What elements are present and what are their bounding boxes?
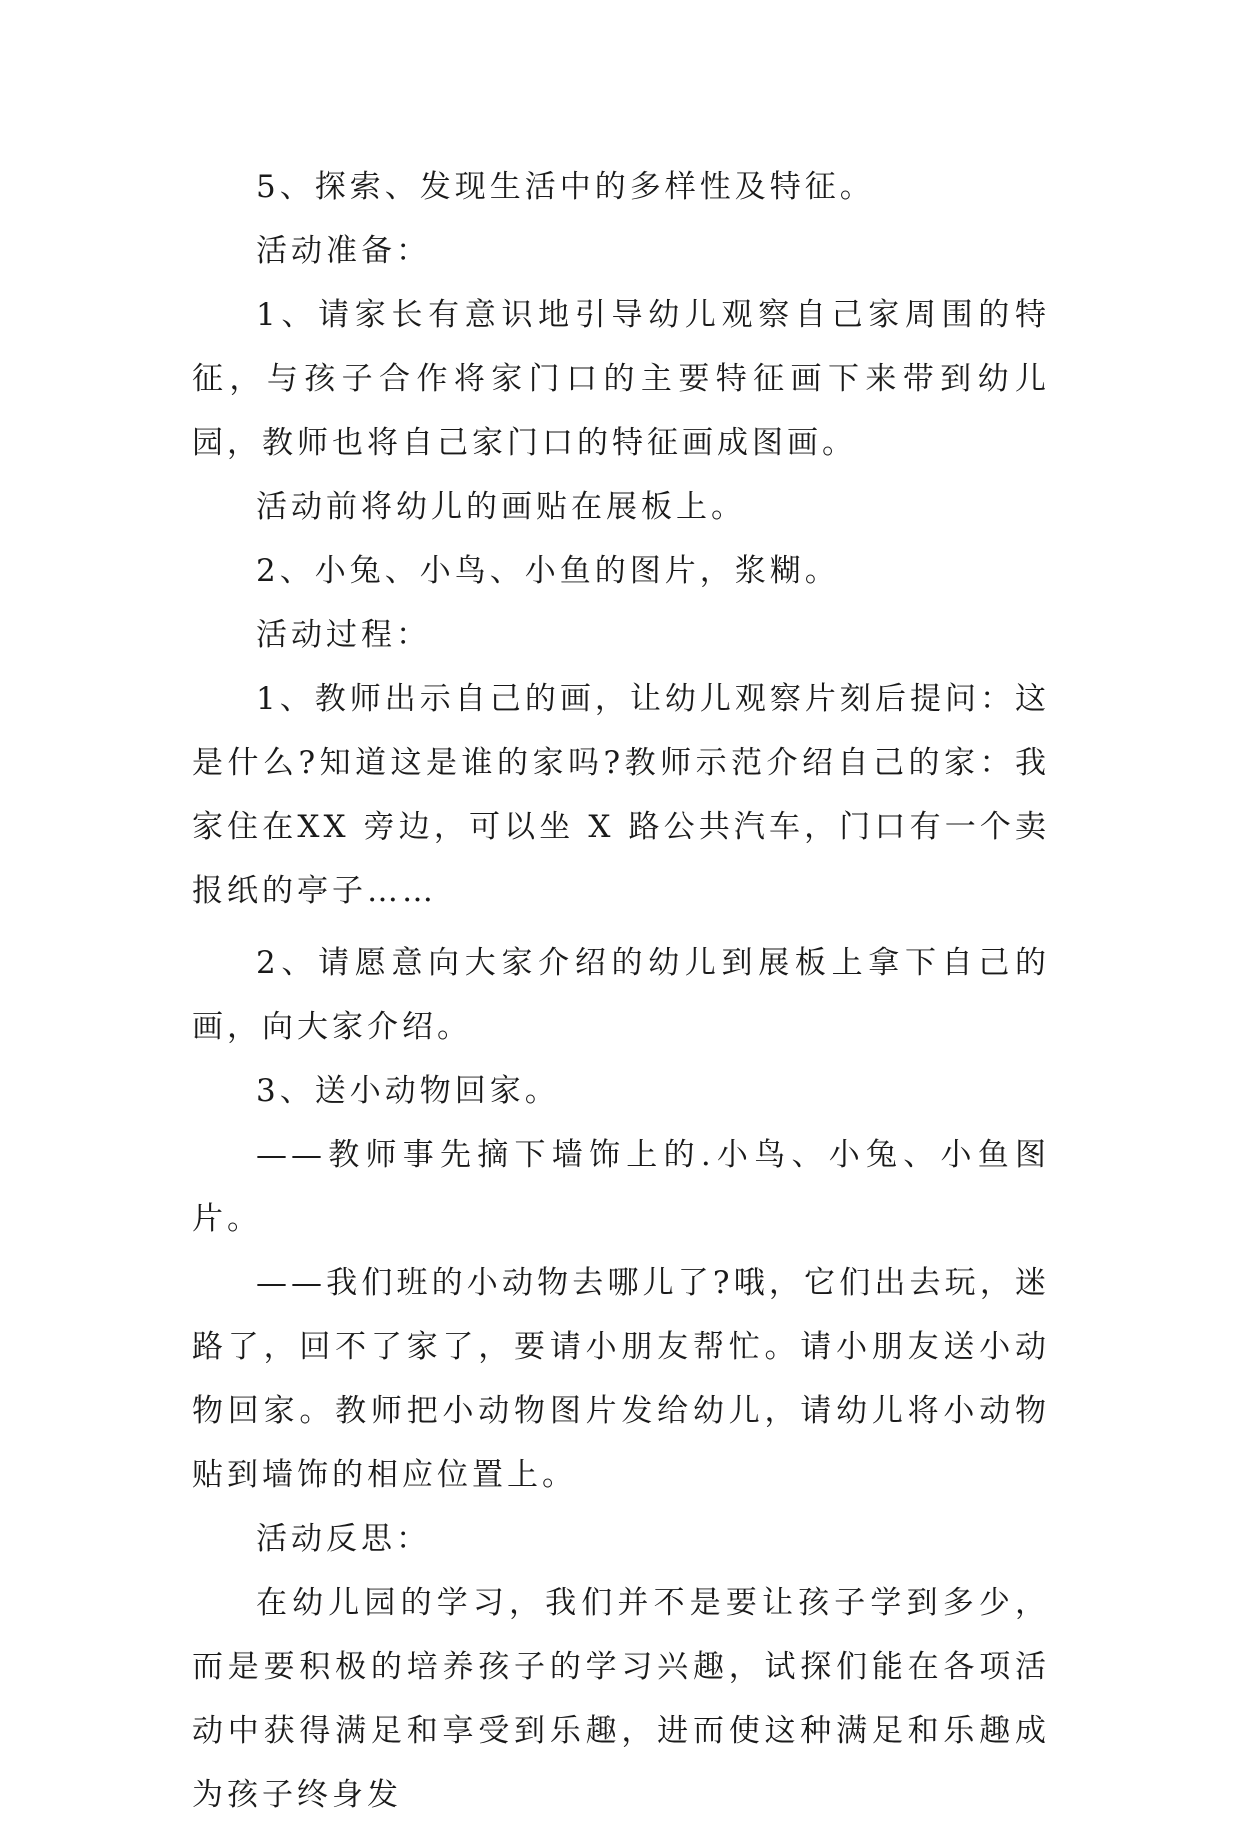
paragraph-process-3b: ——我们班的小动物去哪儿了?哦，它们出去玩，迷路了，回不了家了，要请小朋友帮忙。请小朋友送小动物回家。教师把小动物图片发给幼儿，请幼儿将小动物贴到墙饰的相应位置上。: [192, 1265, 1050, 1493]
paragraph-process-2: 2、请愿意向大家介绍的幼儿到展板上拿下自己的画，向大家介绍。: [192, 945, 1050, 1045]
paragraph-process-3a: ——教师事先摘下墙饰上的.小鸟、小兔、小鱼图片。: [192, 1137, 1050, 1237]
paragraph-reflection: 在幼儿园的学习，我们并不是要让孩子学到多少，而是要积极的培养孩子的学习兴趣，试探们能在各项活动中获得满足和享受到乐趣，进而使这种满足和乐趣成为孩子终身发: [192, 1585, 1050, 1813]
paragraph-preparation-1: 1、请家长有意识地引导幼儿观察自己家周围的特征，与孩子合作将家门口的主要特征画下来带到幼儿园，教师也将自己家门口的特征画成图画。: [192, 297, 1050, 461]
paragraph-process-3: 3、送小动物回家。: [256, 1073, 560, 1109]
heading-activity-reflection: 活动反思：: [256, 1521, 431, 1557]
heading-activity-process: 活动过程：: [256, 617, 431, 653]
paragraph-preparation-2: 2、小兔、小鸟、小鱼的图片，浆糊。: [256, 553, 840, 589]
heading-activity-preparation: 活动准备：: [256, 233, 431, 269]
paragraph-goal-5: 5、探索、发现生活中的多样性及特征。: [256, 169, 875, 205]
paragraph-process-1: 1、教师出示自己的画，让幼儿观察片刻后提问：这是什么?知道这是谁的家吗?教师示范介绍自己的家：我家住在XX 旁边，可以坐 X 路公共汽车，门口有一个卖报纸的亭子……: [192, 681, 1050, 909]
document-body: [192, 155, 1050, 1827]
paragraph-preparation-note: 活动前将幼儿的画贴在展板上。: [256, 489, 746, 525]
